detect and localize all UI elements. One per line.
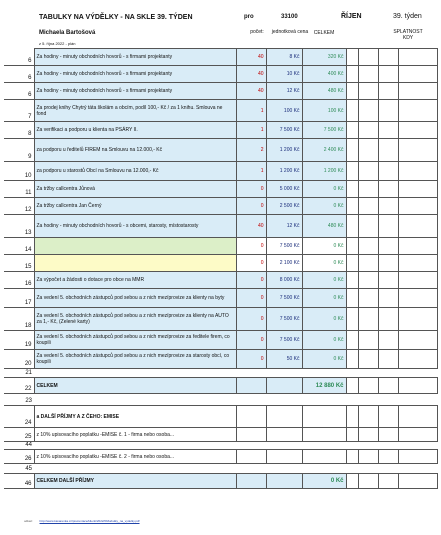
row-total: 100 Kč <box>302 100 346 122</box>
row-due-cell <box>358 122 378 139</box>
extra-row <box>4 428 437 442</box>
due-column-header: SPLATNOST KDY <box>393 29 423 41</box>
table-row <box>4 350 437 369</box>
row-unit-price: 2 100 Kč <box>266 255 302 272</box>
row-quantity: 0 <box>236 238 266 255</box>
row-due-cell <box>398 331 437 350</box>
row-description: Za vedení 5. obchodních zástupců pod sebou a z nich mezíprovize za starosty obcí, co koupili <box>34 350 236 369</box>
row-due-cell <box>378 139 398 162</box>
week-label: 39. týden <box>393 13 422 20</box>
row-due-cell <box>346 238 358 255</box>
row-number: 15 <box>4 255 34 272</box>
row-due-cell <box>346 215 358 238</box>
row-quantity: 0 <box>236 331 266 350</box>
row-total: 0 Kč <box>302 181 346 198</box>
row-quantity: 0 <box>236 289 266 308</box>
row-number: 6 <box>4 49 34 66</box>
row-total: 480 Kč <box>302 215 346 238</box>
earnings-table <box>4 48 438 489</box>
table-row <box>4 122 437 139</box>
table-row <box>4 255 437 272</box>
row-due-cell <box>346 49 358 66</box>
row-due-cell <box>378 198 398 215</box>
row-due-cell <box>398 181 437 198</box>
pro-label: pro <box>244 14 254 20</box>
row-due-cell <box>398 215 437 238</box>
row-due-cell <box>398 350 437 369</box>
row-number: 12 <box>4 198 34 215</box>
row-due-cell <box>398 198 437 215</box>
grand-total: 12 880 Kč <box>302 378 346 394</box>
row-quantity: 1 <box>236 162 266 181</box>
row-due-cell <box>346 83 358 100</box>
row-due-cell <box>378 100 398 122</box>
table-row <box>4 83 437 100</box>
row-due-cell <box>346 122 358 139</box>
row-due-cell <box>346 272 358 289</box>
row-number: 10 <box>4 162 34 181</box>
row-due-cell <box>358 162 378 181</box>
extra-total-label: CELKEM DALŠÍ PŘÍJMY <box>34 474 236 489</box>
row-due-cell <box>378 66 398 83</box>
row-quantity: 40 <box>236 215 266 238</box>
row-due-cell <box>378 83 398 100</box>
row-number: 14 <box>4 238 34 255</box>
spacer-row <box>4 369 437 378</box>
plan-date: z 5. října 2022 - plán <box>39 41 76 46</box>
row-total: 400 Kč <box>302 66 346 83</box>
footer-link[interactable]: http://www.kavarenka.cz/prezentace/klienti/2022/09/tabulky_na_vydelky.pdf <box>39 519 140 523</box>
row-due-cell <box>378 272 398 289</box>
row-description: Za vedení 5. obchodních zástupců pod sebou a z nich mezíprovize za klienty na byty <box>34 289 236 308</box>
row-due-cell <box>398 238 437 255</box>
row-description: Za hodiny - minuty obchodních hovorů - s obcemi, starosty, místostarosty <box>34 215 236 238</box>
row-number: 22 <box>4 378 34 394</box>
footer-label: odkaz: <box>24 519 33 523</box>
row-due-cell <box>378 238 398 255</box>
pro-number: 33100 <box>281 14 298 20</box>
row-due-cell <box>358 350 378 369</box>
row-due-cell <box>398 272 437 289</box>
row-description: Za prodej knihy Chytrý táta školám a obcím, podíl 100,- Kč / za 1 knihu. Smlouva ne fond <box>34 100 236 122</box>
row-quantity: 1 <box>236 100 266 122</box>
row-total: 2 400 Kč <box>302 139 346 162</box>
row-number: 17 <box>4 289 34 308</box>
row-total: 0 Kč <box>302 238 346 255</box>
row-quantity: 40 <box>236 83 266 100</box>
row-number: 6 <box>4 66 34 83</box>
row-total: 480 Kč <box>302 83 346 100</box>
row-quantity: 0 <box>236 198 266 215</box>
row-due-cell <box>358 66 378 83</box>
row-due-cell <box>378 181 398 198</box>
table-row <box>4 100 437 122</box>
row-due-cell <box>378 289 398 308</box>
row-total: 0 Kč <box>302 272 346 289</box>
row-total: 7 500 Kč <box>302 122 346 139</box>
total-section <box>4 369 437 489</box>
row-due-cell <box>358 83 378 100</box>
row-number: 18 <box>4 308 34 331</box>
row-due-cell <box>398 289 437 308</box>
row-number: 24 <box>4 406 34 428</box>
row-due-cell <box>378 308 398 331</box>
row-due-cell <box>346 139 358 162</box>
row-due-cell <box>398 255 437 272</box>
month-label: ŘÍJEN <box>341 13 362 20</box>
table-row <box>4 215 437 238</box>
row-due-cell <box>378 255 398 272</box>
row-number: 23 <box>4 394 34 406</box>
spacer-row <box>4 464 437 474</box>
row-number: 44 <box>4 442 34 450</box>
extra-row-desc: z 10% upisovacího poplatku -EMISE č. 2 - firma nebo osoba... <box>34 450 236 464</box>
row-description: za podporu u starostů Obcí na Smlouvu na 12.000,- Kč <box>34 162 236 181</box>
row-number: 11 <box>4 181 34 198</box>
row-number: 7 <box>4 100 34 122</box>
row-total: 0 Kč <box>302 198 346 215</box>
row-unit-price: 50 Kč <box>266 350 302 369</box>
table-row <box>4 66 437 83</box>
table-row <box>4 49 437 66</box>
row-unit-price: 7 500 Kč <box>266 122 302 139</box>
page-title: TABULKY NA VÝDĚLKY - NA SKLE 39. TÝDEN <box>39 14 193 21</box>
row-total: 0 Kč <box>302 350 346 369</box>
row-description: Za tržby callcentra Jůnová <box>34 181 236 198</box>
row-due-cell <box>346 308 358 331</box>
row-description: Za vedení 5. obchodních zástupců pod sebou a z nich mezíprovize za ředitele firem, co koupili <box>34 331 236 350</box>
row-due-cell <box>358 198 378 215</box>
unit-price-column-header: jednotková cena <box>271 29 309 35</box>
table-row <box>4 181 437 198</box>
total-row <box>4 378 437 394</box>
row-number: 20 <box>4 350 34 369</box>
row-unit-price: 12 Kč <box>266 83 302 100</box>
row-due-cell <box>398 66 437 83</box>
total-label: CELKEM <box>34 378 236 394</box>
person-name: Michaela Bartošová <box>39 30 96 36</box>
row-quantity: 0 <box>236 181 266 198</box>
row-description: Za hodiny - minuty obchodních hovorů - s firmami projektanty <box>34 49 236 66</box>
row-number: 19 <box>4 331 34 350</box>
row-number: 21 <box>4 369 34 378</box>
row-number: 9 <box>4 139 34 162</box>
row-description: Za verifikaci a podporu u klienta na PSÁRY II. <box>34 122 236 139</box>
row-unit-price: 1 200 Kč <box>266 162 302 181</box>
row-due-cell <box>358 139 378 162</box>
table-row <box>4 238 437 255</box>
extra-total-value: 0 Kč <box>302 474 346 489</box>
row-due-cell <box>378 350 398 369</box>
table-row <box>4 162 437 181</box>
row-unit-price: 2 500 Kč <box>266 198 302 215</box>
table-row <box>4 331 437 350</box>
spacer-row <box>4 394 437 406</box>
row-description <box>34 255 236 272</box>
row-quantity: 0 <box>236 308 266 331</box>
row-quantity: 40 <box>236 49 266 66</box>
extra-heading-row <box>4 406 437 428</box>
row-description: Za hodiny - minuty obchodních hovorů - s firmami projektanty <box>34 66 236 83</box>
row-total: 0 Kč <box>302 255 346 272</box>
row-due-cell <box>346 162 358 181</box>
row-description <box>34 238 236 255</box>
row-due-cell <box>346 350 358 369</box>
table-row <box>4 308 437 331</box>
row-number: 25 <box>4 428 34 442</box>
row-quantity: 0 <box>236 350 266 369</box>
row-quantity: 2 <box>236 139 266 162</box>
row-due-cell <box>358 238 378 255</box>
row-due-cell <box>346 66 358 83</box>
row-quantity: 40 <box>236 66 266 83</box>
row-due-cell <box>398 49 437 66</box>
row-due-cell <box>398 122 437 139</box>
row-due-cell <box>378 122 398 139</box>
row-number: 16 <box>4 272 34 289</box>
row-total: 320 Kč <box>302 49 346 66</box>
row-due-cell <box>358 181 378 198</box>
extra-row-desc: z 10% upisovacího poplatku -EMISE č. 1 - firma nebo osoba... <box>34 428 236 442</box>
row-due-cell <box>346 100 358 122</box>
table-row <box>4 198 437 215</box>
row-unit-price: 12 Kč <box>266 215 302 238</box>
count-column-header: počet: <box>250 29 264 35</box>
row-due-cell <box>358 289 378 308</box>
total-column-header: CELKEM <box>313 30 335 36</box>
row-due-cell <box>346 198 358 215</box>
row-unit-price: 5 000 Kč <box>266 181 302 198</box>
row-unit-price: 1 200 Kč <box>266 139 302 162</box>
row-due-cell <box>358 272 378 289</box>
row-unit-price: 8 000 Kč <box>266 272 302 289</box>
row-due-cell <box>398 162 437 181</box>
row-due-cell <box>358 49 378 66</box>
row-unit-price: 10 Kč <box>266 66 302 83</box>
table-row <box>4 289 437 308</box>
earnings-rows <box>4 49 437 369</box>
row-total: 0 Kč <box>302 289 346 308</box>
row-description: Za vedení 5. obchodních zástupců pod sebou a z nich mezíprovize za klienty na AUTO za 1,- Kč, (Zelené karty) <box>34 308 236 331</box>
row-description: za podporu u ředitelů FIREM na Smlouvu na 12.000,- Kč <box>34 139 236 162</box>
row-due-cell <box>358 331 378 350</box>
row-number: 45 <box>4 464 34 474</box>
footer <box>24 519 140 523</box>
row-description: Za tržby callcentra Jan Černý <box>34 198 236 215</box>
row-due-cell <box>358 308 378 331</box>
extra-row <box>4 450 437 464</box>
row-due-cell <box>346 255 358 272</box>
row-unit-price: 7 500 Kč <box>266 308 302 331</box>
row-description: Za výpočet a žádosti o dotace pro obce na MMR <box>34 272 236 289</box>
row-quantity: 0 <box>236 272 266 289</box>
row-quantity: 1 <box>236 122 266 139</box>
table-row <box>4 139 437 162</box>
row-due-cell <box>398 139 437 162</box>
row-unit-price: 7 500 Kč <box>266 331 302 350</box>
row-number: 13 <box>4 215 34 238</box>
row-unit-price: 7 500 Kč <box>266 238 302 255</box>
extra-total-row <box>4 474 437 489</box>
row-due-cell <box>398 308 437 331</box>
row-number: 46 <box>4 474 34 489</box>
row-unit-price: 8 Kč <box>266 49 302 66</box>
row-due-cell <box>378 162 398 181</box>
row-due-cell <box>378 215 398 238</box>
row-number: 6 <box>4 83 34 100</box>
row-unit-price: 7 500 Kč <box>266 289 302 308</box>
row-due-cell <box>358 100 378 122</box>
row-due-cell <box>358 215 378 238</box>
row-number: 26 <box>4 450 34 464</box>
extra-row-number <box>4 442 437 450</box>
row-due-cell <box>398 100 437 122</box>
row-due-cell <box>346 331 358 350</box>
row-number: 8 <box>4 122 34 139</box>
row-due-cell <box>346 181 358 198</box>
row-quantity: 0 <box>236 255 266 272</box>
table-row <box>4 272 437 289</box>
row-due-cell <box>398 83 437 100</box>
row-total: 0 Kč <box>302 331 346 350</box>
row-total: 1 200 Kč <box>302 162 346 181</box>
row-total: 0 Kč <box>302 308 346 331</box>
row-due-cell <box>358 255 378 272</box>
row-due-cell <box>346 289 358 308</box>
row-description: Za hodiny - minuty obchodních hovorů - s firmami projektanty <box>34 83 236 100</box>
row-due-cell <box>378 331 398 350</box>
row-due-cell <box>378 49 398 66</box>
extra-heading: a DALŠÍ PŘÍJMY A Z ČEHO: EMISE <box>34 406 236 428</box>
row-unit-price: 100 Kč <box>266 100 302 122</box>
